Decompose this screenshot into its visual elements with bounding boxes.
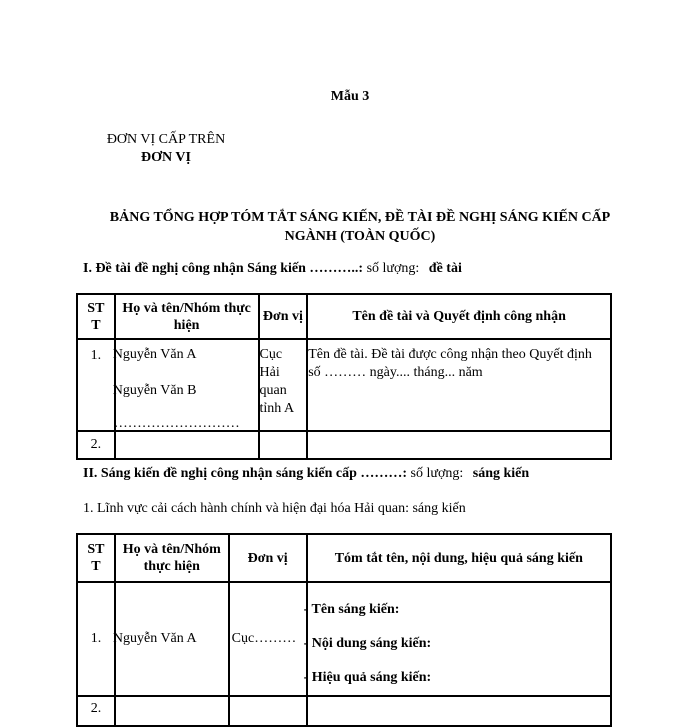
section-1-heading [83, 261, 462, 277]
row-unit [229, 696, 307, 726]
row-stt: 1. [77, 582, 115, 696]
table-row [77, 339, 611, 431]
row-topic [307, 339, 611, 431]
name-placeholder: ……………………… [113, 416, 240, 431]
row-name [115, 696, 229, 726]
section-2-heading [83, 466, 529, 482]
row-stt: 1. [77, 339, 115, 431]
name-1: Nguyễn Văn A [112, 347, 197, 362]
topic-line-1: Tên đề tài. Đề tài được công nhận theo Quyết định [308, 347, 592, 362]
section-2-label: II. Sáng kiến đề nghị công nhận sáng kiến cấp ………: [83, 466, 408, 481]
table-header-row [77, 294, 611, 339]
header-unit: Đơn vị [229, 534, 307, 582]
section-1-count-text: số lượng: [363, 261, 420, 276]
topic-line-2: số ……… ngày.... tháng... năm [308, 365, 483, 380]
table-row [77, 696, 611, 726]
header-summary: Tóm tắt tên, nội dung, hiệu quả sáng kiến [307, 534, 611, 582]
agency-line-2: ĐƠN VỊ [141, 150, 191, 165]
header-unit: Đơn vị [259, 294, 308, 339]
form-number: Mẫu 3 [330, 89, 370, 104]
header-name: Họ và tên/Nhóm thực hiện [115, 294, 259, 339]
agency-block [103, 131, 229, 167]
row-summary [303, 582, 611, 696]
header-name: Họ và tên/Nhóm thực hiện [115, 534, 229, 582]
summary-item-effect: - Hiệu quả sáng kiến: [303, 670, 432, 685]
agency-line-1: ĐƠN VỊ CẤP TRÊN [106, 132, 226, 147]
header-topic: Tên đề tài và Quyết định công nhận [307, 294, 611, 339]
summary-item-content: - Nội dung sáng kiến: [303, 636, 432, 651]
title-line-2: NGÀNH (TOÀN QUỐC) [284, 229, 436, 244]
section-2-unit: sáng kiến [472, 466, 530, 481]
row-names [112, 339, 259, 431]
table-row [77, 582, 611, 696]
row-summary [307, 696, 611, 726]
table-header-row [77, 534, 611, 582]
name-2: Nguyễn Văn B [112, 383, 197, 398]
header-stt: ST T [77, 534, 115, 582]
subsection-1-heading: 1. Lĩnh vực cải cách hành chính và hiện đại hóa Hải quan: sáng kiến [83, 501, 466, 516]
section-1-label: I. Đề tài đề nghị công nhận Sáng kiến ………..: [83, 261, 364, 276]
initiatives-table [76, 533, 612, 727]
summary-item-name: - Tên sáng kiến: [303, 602, 400, 617]
header-stt: ST T [77, 294, 115, 339]
title-line-1: BẢNG TỔNG HỢP TÓM TẮT SÁNG KIẾN, ĐỀ TÀI ĐỀ NGHỊ SÁNG KIẾN CẤP [109, 210, 611, 225]
row-stt: 2. [77, 431, 115, 459]
row-topic [307, 431, 611, 459]
row-unit: Cục……… [229, 582, 307, 696]
row-unit: Cục Hải quan tỉnh A [259, 339, 308, 431]
table-row [77, 431, 611, 459]
row-name: Nguyễn Văn A [115, 582, 229, 696]
document-title [70, 208, 650, 246]
row-unit [259, 431, 308, 459]
section-1-unit: đề tài [428, 261, 462, 276]
section-2-count-text: số lượng: [407, 466, 464, 481]
topics-table [76, 293, 612, 460]
row-names [115, 431, 259, 459]
row-stt: 2. [77, 696, 115, 726]
